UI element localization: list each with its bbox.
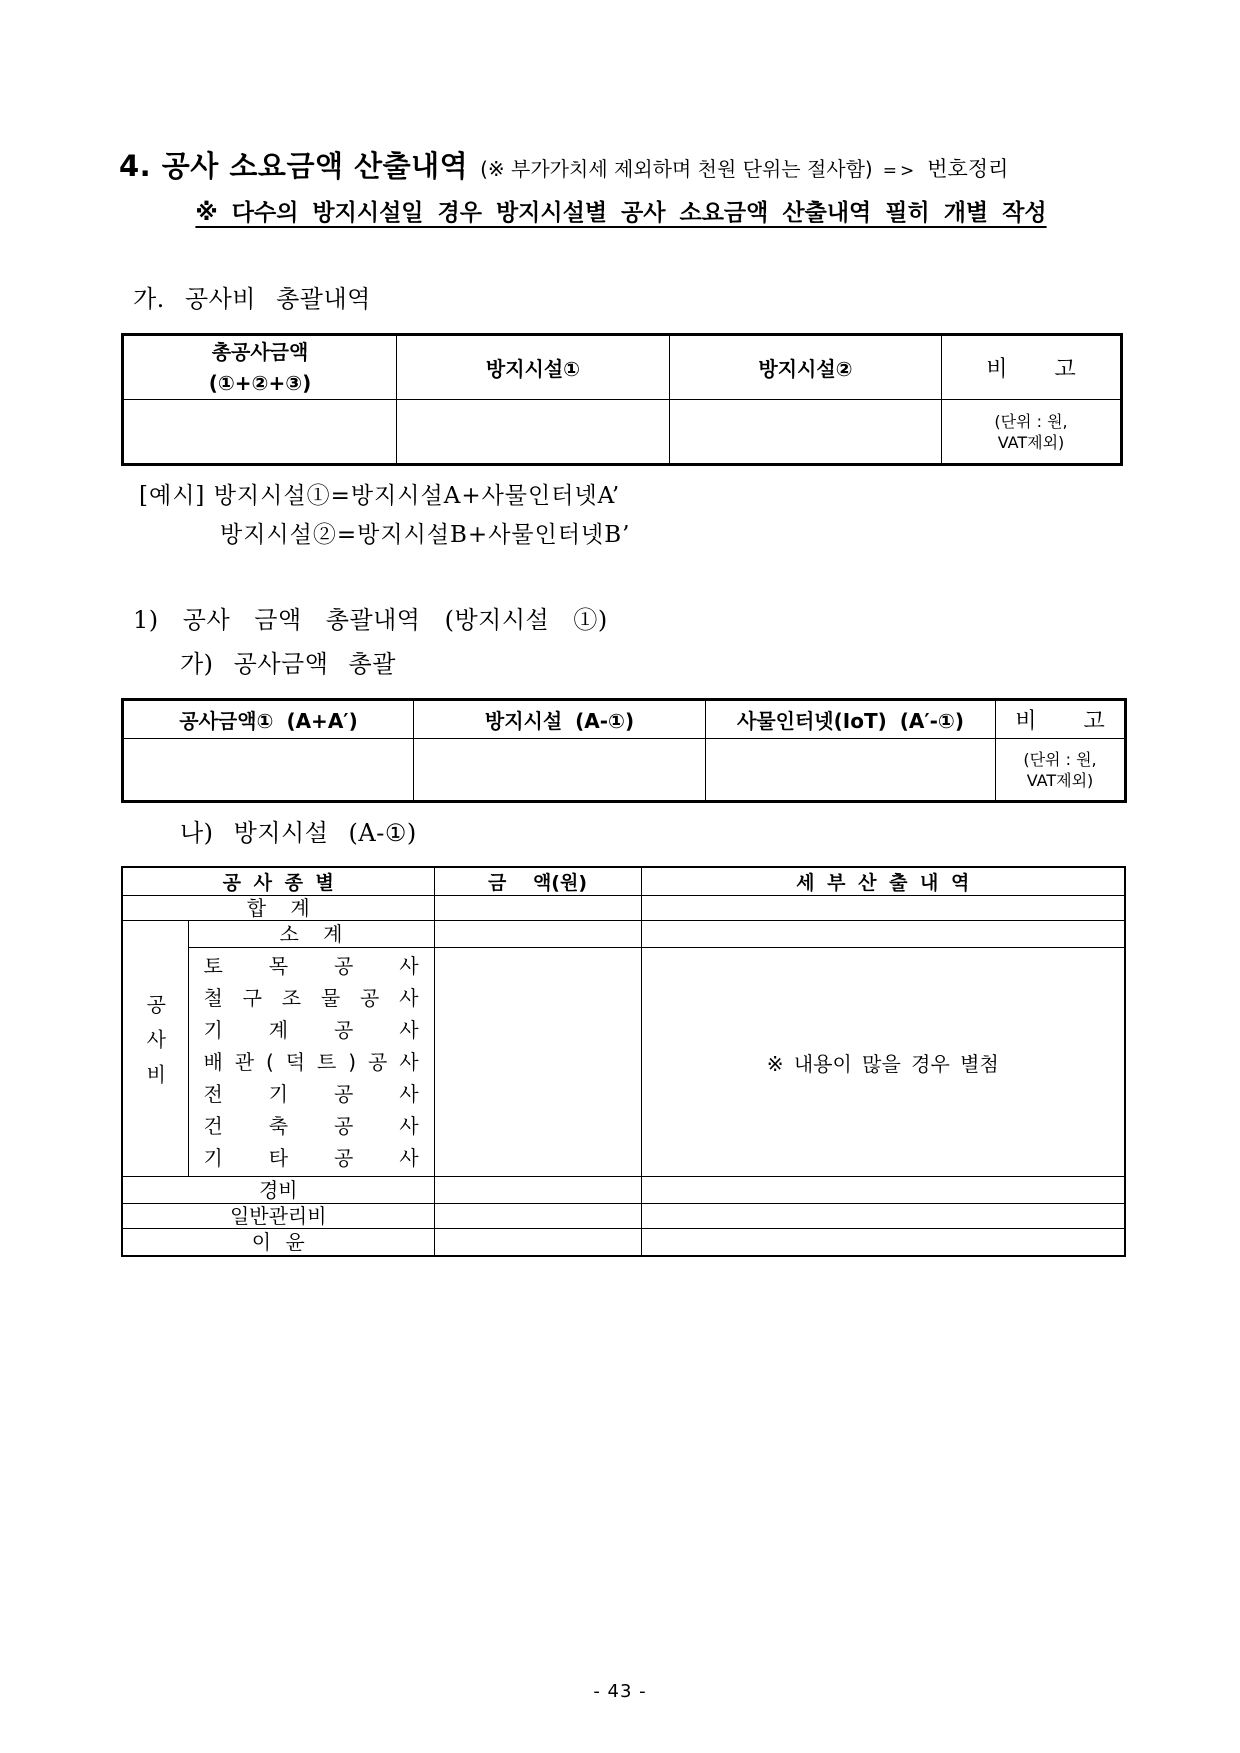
attachment-note: ※ 내용이 많을 경우 별첨: [641, 948, 1125, 1177]
header-construction-amount: 공사금액① (A+A′): [123, 700, 414, 739]
facility1-cell: [397, 400, 670, 465]
work-item: 건 축 공 사: [203, 1114, 419, 1138]
work-item: 기 계 공 사: [203, 1018, 419, 1042]
header-detail: 세 부 산 출 내 역: [641, 867, 1125, 896]
work-items-amount-cell: [434, 948, 641, 1177]
table-row: [122, 896, 1125, 921]
profit-detail-cell: [641, 1229, 1125, 1256]
heading-arrow: =>: [882, 161, 918, 181]
table-header-row: [123, 700, 1126, 739]
unit-note-line1: (단위 : 원,: [1023, 749, 1097, 769]
expenses-label: 경비: [122, 1177, 434, 1204]
heading-title: 4. 공사 소요금액 산출내역: [119, 149, 469, 183]
admin-cost-amount-cell: [434, 1204, 641, 1229]
group-label-cell: [122, 921, 188, 1177]
section-heading: [119, 146, 1008, 191]
unit-note: [996, 739, 1126, 802]
example-line-1: [예시] 방지시설①=방지시설A+사물인터넷A’: [139, 483, 621, 509]
table-row: [123, 739, 1126, 802]
group-label: 공사비: [142, 994, 167, 1099]
header-amount: 금 액(원): [434, 867, 641, 896]
header-total-amount: [123, 335, 397, 400]
subsection-title-1-ga: 가) 공사금액 총괄: [180, 650, 396, 678]
notice-text: ※ 다수의 방지시설일 경우 방지시설별 공사 소요금액 산출내역 필히 개별 작성: [195, 200, 1047, 226]
table-header-row: [123, 335, 1122, 400]
work-item: 기 타 공 사: [203, 1146, 419, 1170]
header-remarks: 비 고: [942, 335, 1122, 400]
work-items-list: [188, 948, 434, 1177]
subsection-title-1: 1) 공사 금액 총괄내역 (방지시설 ①): [133, 606, 608, 634]
construction-amount-table: [121, 698, 1127, 803]
admin-cost-detail-cell: [641, 1204, 1125, 1229]
header-facility: 방지시설 (A-①): [414, 700, 706, 739]
table-row: [122, 948, 1125, 1177]
profit-amount-cell: [434, 1229, 641, 1256]
header-facility1: 방지시설①: [397, 335, 670, 400]
page-number: - 43 -: [593, 1681, 647, 1702]
header-remarks: 비 고: [996, 700, 1126, 739]
iot-cell: [706, 739, 996, 802]
header-iot: 사물인터넷(IoT) (A′-①): [706, 700, 996, 739]
header-total-line2: (①+②+③): [208, 370, 312, 395]
heading-note: (※ 부가가치세 제외하며 천원 단위는 절사함): [480, 157, 873, 181]
profit-label: 이 윤: [122, 1229, 434, 1256]
header-total-line1: 총공사금액: [211, 339, 309, 364]
unit-note: [942, 400, 1122, 465]
facility-detail-table: [121, 866, 1126, 1257]
total-label: 합 계: [122, 896, 434, 921]
subsection-title-ga: 가. 공사비 총괄내역: [133, 285, 371, 313]
cost-summary-table: [121, 333, 1123, 466]
work-item: 토 목 공 사: [203, 954, 419, 978]
header-facility2: 방지시설②: [670, 335, 942, 400]
subsection-title-1-na: 나) 방지시설 (A-①): [180, 819, 417, 847]
table-row: [122, 921, 1125, 948]
total-amount-cell: [434, 896, 641, 921]
work-item: 철 구 조 물 공 사: [203, 986, 419, 1010]
unit-note-line2: VAT제외): [1026, 770, 1094, 790]
work-item: 전 기 공 사: [203, 1082, 419, 1106]
table-row: [123, 400, 1122, 465]
table-row: [122, 1229, 1125, 1256]
subtotal-detail-cell: [641, 921, 1125, 948]
subtotal-amount-cell: [434, 921, 641, 948]
admin-cost-label: 일반관리비: [122, 1204, 434, 1229]
header-work-type: 공 사 종 별: [122, 867, 434, 896]
total-detail-cell: [641, 896, 1125, 921]
unit-note-line2: VAT제외): [997, 432, 1065, 452]
facility-cell: [414, 739, 706, 802]
total-amount-cell: [123, 400, 397, 465]
construction-amount-cell: [123, 739, 414, 802]
expenses-detail-cell: [641, 1177, 1125, 1204]
heading-tag: 번호정리: [927, 157, 1009, 181]
table-header-row: [122, 867, 1125, 896]
subtotal-label: 소 계: [188, 921, 434, 948]
table-row: [122, 1204, 1125, 1229]
example-line-2: 방지시설②=방지시설B+사물인터넷B’: [220, 522, 631, 548]
work-item: 배 관 ( 덕 트 ) 공 사: [203, 1050, 419, 1074]
unit-note-line1: (단위 : 원,: [994, 411, 1068, 431]
facility2-cell: [670, 400, 942, 465]
table-row: [122, 1177, 1125, 1204]
expenses-amount-cell: [434, 1177, 641, 1204]
